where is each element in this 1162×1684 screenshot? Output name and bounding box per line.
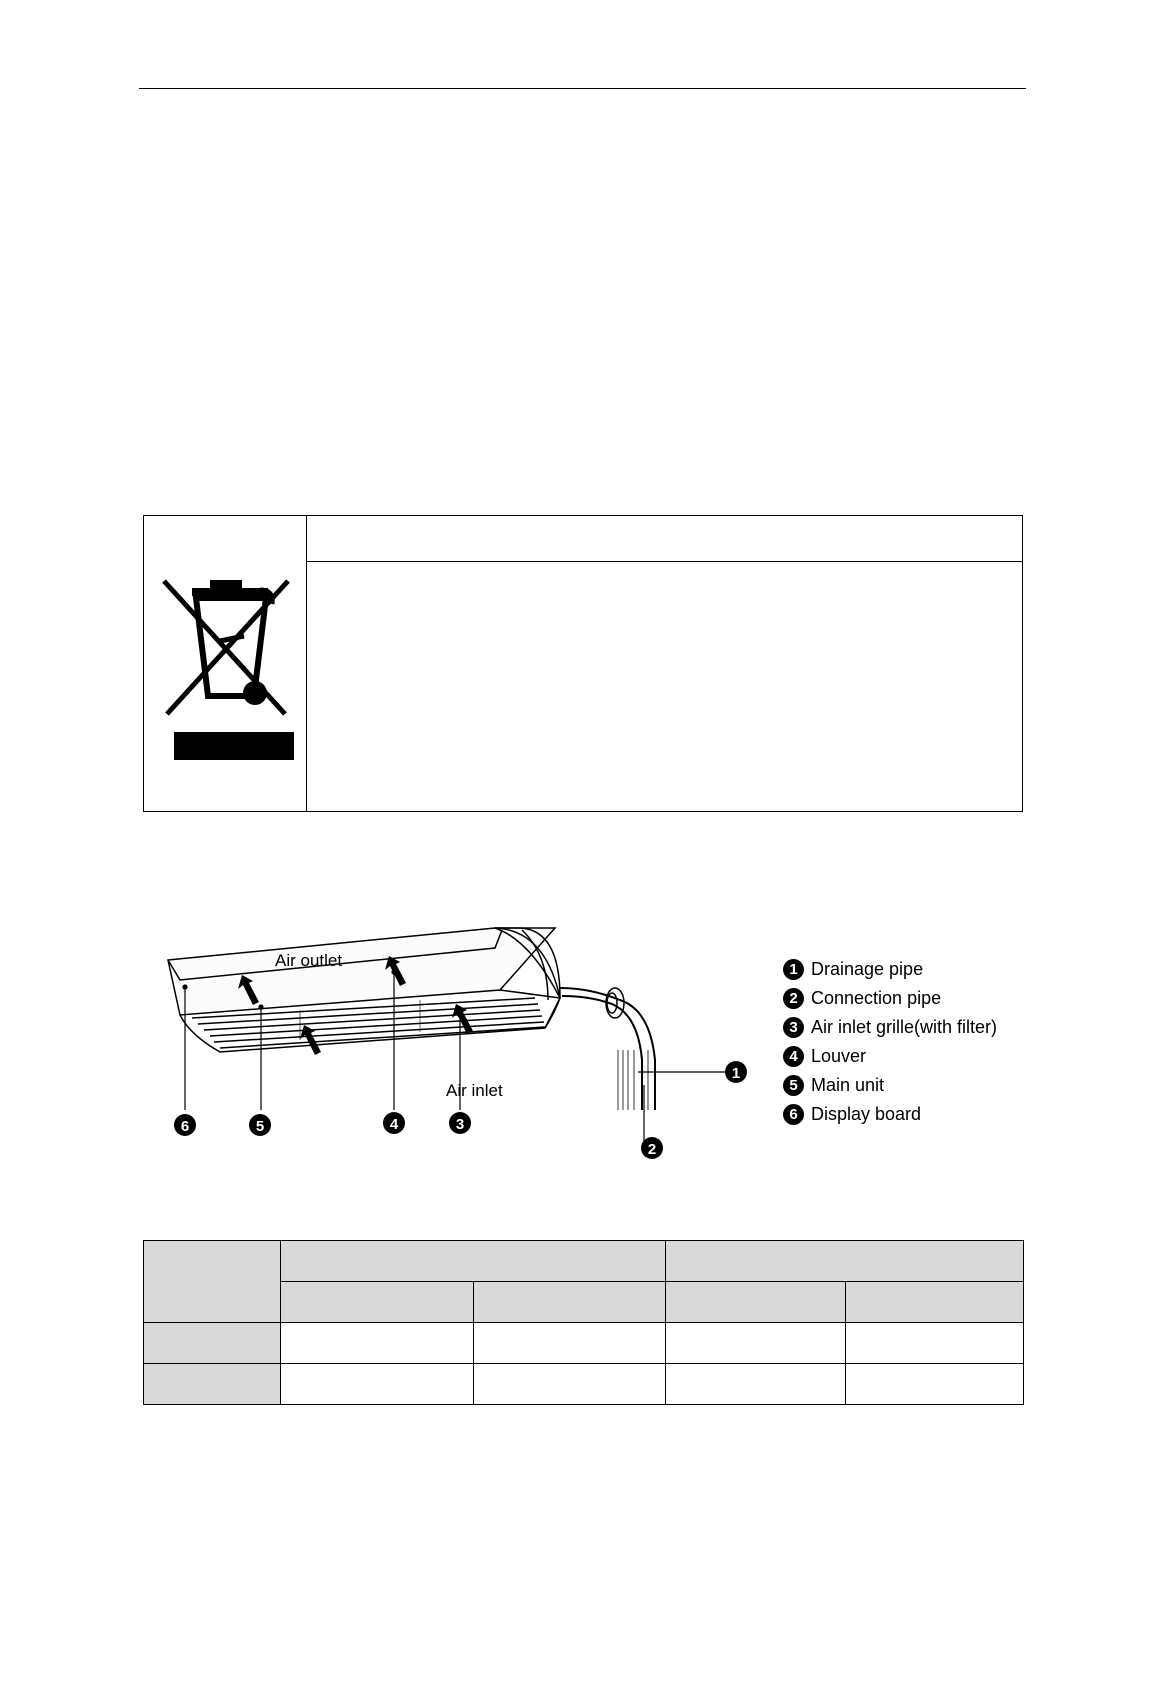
header-rule — [139, 88, 1026, 89]
legend-label: Display board — [811, 1104, 922, 1124]
air-inlet-label: Air inlet — [446, 1081, 503, 1100]
legend-item — [783, 984, 1043, 1013]
callout-2: 2 — [647, 1141, 657, 1158]
legend-label: Air inlet grille(with filter) — [811, 1017, 998, 1037]
table-cell — [281, 1323, 474, 1364]
legend-item — [783, 1100, 1043, 1129]
legend-item — [783, 1013, 1043, 1042]
legend-label: Drainage pipe — [811, 959, 924, 979]
table-cell — [474, 1323, 666, 1364]
table-subheader — [474, 1282, 666, 1323]
legend-number: 1 — [783, 959, 804, 980]
legend-item — [783, 1071, 1043, 1100]
table-cell — [846, 1323, 1024, 1364]
table-cell — [281, 1364, 474, 1405]
table-row-header — [144, 1364, 281, 1405]
callout-1: 1 — [731, 1065, 741, 1082]
table-subheader — [281, 1282, 474, 1323]
air-outlet-label: Air outlet — [275, 951, 343, 970]
table-subheader — [846, 1282, 1024, 1323]
callout-5: 5 — [255, 1118, 265, 1135]
legend-label: Main unit — [811, 1075, 885, 1095]
legend-item — [783, 1042, 1043, 1071]
legend-number: 6 — [783, 1104, 804, 1125]
legend-number: 4 — [783, 1046, 804, 1067]
spec-table — [143, 1240, 1024, 1405]
table-corner-cell — [144, 1241, 281, 1323]
diagram-legend — [783, 955, 1043, 1129]
table-group-header — [281, 1241, 666, 1282]
legend-item — [783, 955, 1043, 984]
table-row-header — [144, 1323, 281, 1364]
table-row — [144, 1323, 1024, 1364]
table-cell — [666, 1323, 846, 1364]
disposal-info-box — [143, 515, 1023, 812]
legend-label: Louver — [811, 1046, 867, 1066]
callout-6: 6 — [180, 1118, 190, 1135]
box-divider-horizontal — [307, 561, 1022, 562]
callout-3: 3 — [455, 1116, 465, 1133]
table-cell — [846, 1364, 1024, 1405]
table-subheader — [666, 1282, 846, 1323]
table-cell — [666, 1364, 846, 1405]
legend-number: 5 — [783, 1075, 804, 1096]
legend-label: Connection pipe — [811, 988, 942, 1008]
callout-4: 4 — [389, 1116, 399, 1133]
table-cell — [474, 1364, 666, 1405]
crossed-out-wheelie-bin-icon — [152, 566, 298, 782]
legend-number: 2 — [783, 988, 804, 1009]
table-row — [144, 1364, 1024, 1405]
table-group-header — [666, 1241, 1024, 1282]
legend-number: 3 — [783, 1017, 804, 1038]
